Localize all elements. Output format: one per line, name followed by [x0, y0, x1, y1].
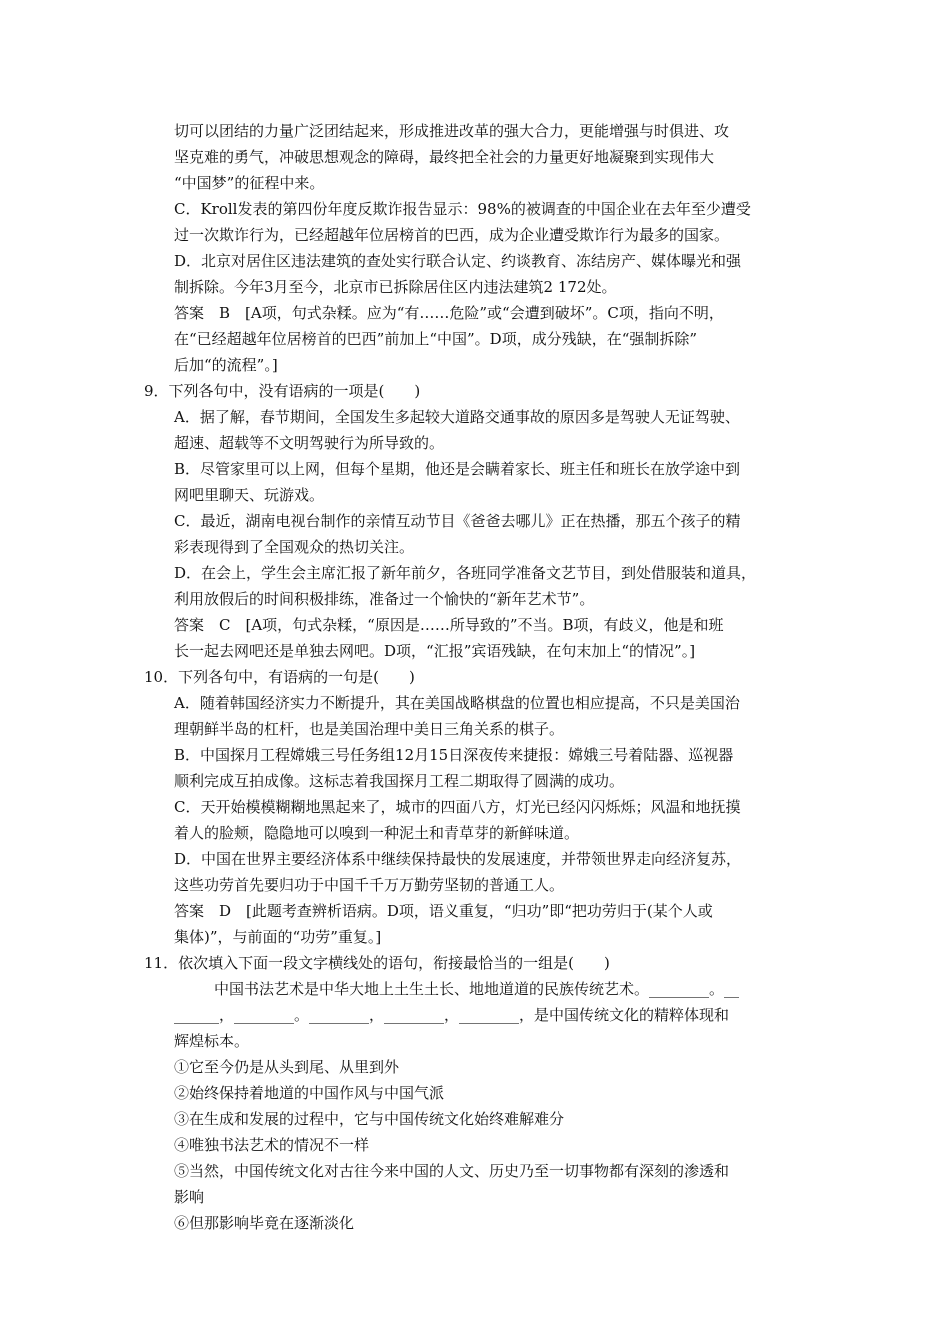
passage-text: 中国书法艺术是中华大地上土生土长、地地道道的民族传统艺术。________。__ — [214, 980, 740, 998]
passage-text: 辉煌标本。 — [174, 1032, 250, 1050]
answer-10: 答案 D [此题考查辨析语病。D项，语义重复，“归功”即“把功劳归于(某个人或 — [174, 902, 713, 920]
answer-8: 答案 B [A项，句式杂糅。应为“有……危险”或“会遭到破坏”。C项，指向不明， — [174, 304, 724, 322]
question-11: 11．依次填入下面一段文字横线处的语句，衔接最恰当的一组是( ) — [144, 954, 610, 972]
text-line: 网吧里聊天、玩游戏。 — [174, 486, 325, 504]
text-line: 坚克难的勇气，冲破思想观念的障碍，最终把全社会的力量更好地凝聚到实现伟大 — [174, 148, 715, 166]
text-line: 切可以团结的力量广泛团结起来，形成推进改革的强大合力，更能增强与时俱进、攻 — [174, 122, 730, 140]
text-line: 彩表现得到了全国观众的热切关注。 — [174, 538, 415, 556]
option-c: C．Kroll发表的第四份年度反欺诈报告显示：98%的被调查的中国企业在去年至少遭受 — [174, 200, 751, 218]
choice-5: ⑤当然，中国传统文化对古往今来中国的人文、历史乃至一切事物都有深刻的渗透和 — [174, 1162, 730, 1180]
option-b: B．尽管家里可以上网，但每个星期，他还是会瞒着家长、班主任和班长在放学途中到 — [174, 460, 741, 478]
choice-4: ④唯独书法艺术的情况不一样 — [174, 1136, 370, 1154]
answer-9: 答案 C [A项，句式杂糅，“原因是……所导致的”不当。B项，有歧义，他是和班 — [174, 616, 724, 634]
text-line: 长一起去网吧还是单独去网吧。D项，“汇报”宾语残缺，在句末加上“的情况”。] — [174, 642, 696, 660]
text-line: 影响 — [174, 1188, 205, 1206]
text-line: 超速、超载等不文明驾驶行为所导致的。 — [174, 434, 445, 452]
choice-1: ①它至今仍是从头到尾、从里到外 — [174, 1058, 400, 1076]
text-line: 在“已经超越年位居榜首的巴西”前加上“中国”。D项，成分残缺，在“强制拆除” — [174, 330, 698, 348]
option-d: D．北京对居住区违法建筑的查处实行联合认定、约谈教育、冻结房产、媒体曝光和强 — [174, 252, 742, 270]
option-a: A．随着韩国经济实力不断提升，其在美国战略棋盘的位置也相应提高，不只是美国治 — [174, 694, 740, 712]
question-10: 10．下列各句中，有语病的一句是( ) — [144, 668, 415, 686]
text-line: 理朝鲜半岛的杠杆，也是美国治理中美日三角关系的棋子。 — [174, 720, 565, 738]
question-9: 9．下列各句中，没有语病的一项是( ) — [144, 382, 421, 400]
text-line: 后加“的流程”。] — [174, 356, 278, 374]
option-a: A．据了解，春节期间，全国发生多起较大道路交通事故的原因多是驾驶人无证驾驶、 — [174, 408, 740, 426]
text-line: 制拆除。今年3月至今，北京市已拆除居住区内违法建筑2 172处。 — [174, 278, 617, 296]
text-line: 着人的脸颊，隐隐地可以嗅到一种泥土和青草芽的新鲜味道。 — [174, 824, 580, 842]
passage-text: ______，________。________，________，________，是中国传统文化的精粹体现和 — [174, 1006, 730, 1024]
option-d: D．在会上，学生会主席汇报了新年前夕，各班同学准备文艺节目，到处借服装和道具， — [174, 564, 757, 582]
option-b: B．中国探月工程嫦娥三号任务组12月15日深夜传来捷报：嫦娥三号着陆器、巡视器 — [174, 746, 734, 764]
text-line: “中国梦”的征程中来。 — [174, 174, 325, 192]
choice-3: ③在生成和发展的过程中，它与中国传统文化始终难解难分 — [174, 1110, 565, 1128]
choice-2: ②始终保持着地道的中国作风与中国气派 — [174, 1084, 445, 1102]
choice-6: ⑥但那影响毕竟在逐渐淡化 — [174, 1214, 355, 1232]
text-line: 利用放假后的时间积极排练，准备过一个愉快的“新年艺术节”。 — [174, 590, 595, 608]
option-c: C．最近，湖南电视台制作的亲情互动节目《爸爸去哪儿》正在热播，那五个孩子的精 — [174, 512, 741, 530]
option-c: C．天开始模模糊糊地黑起来了，城市的四面八方，灯光已经闪闪烁烁；风温和地抚摸 — [174, 798, 741, 816]
option-d: D．中国在世界主要经济体系中继续保持最快的发展速度，并带领世界走向经济复苏， — [174, 850, 742, 868]
text-line: 顺利完成互拍成像。这标志着我国探月工程二期取得了圆满的成功。 — [174, 772, 625, 790]
text-line: 过一次欺诈行为，已经超越年位居榜首的巴西，成为企业遭受欺诈行为最多的国家。 — [174, 226, 730, 244]
text-line: 这些功劳首先要归功于中国千千万万勤劳坚韧的普通工人。 — [174, 876, 565, 894]
text-line: 集体)”，与前面的“功劳”重复。] — [174, 928, 382, 946]
